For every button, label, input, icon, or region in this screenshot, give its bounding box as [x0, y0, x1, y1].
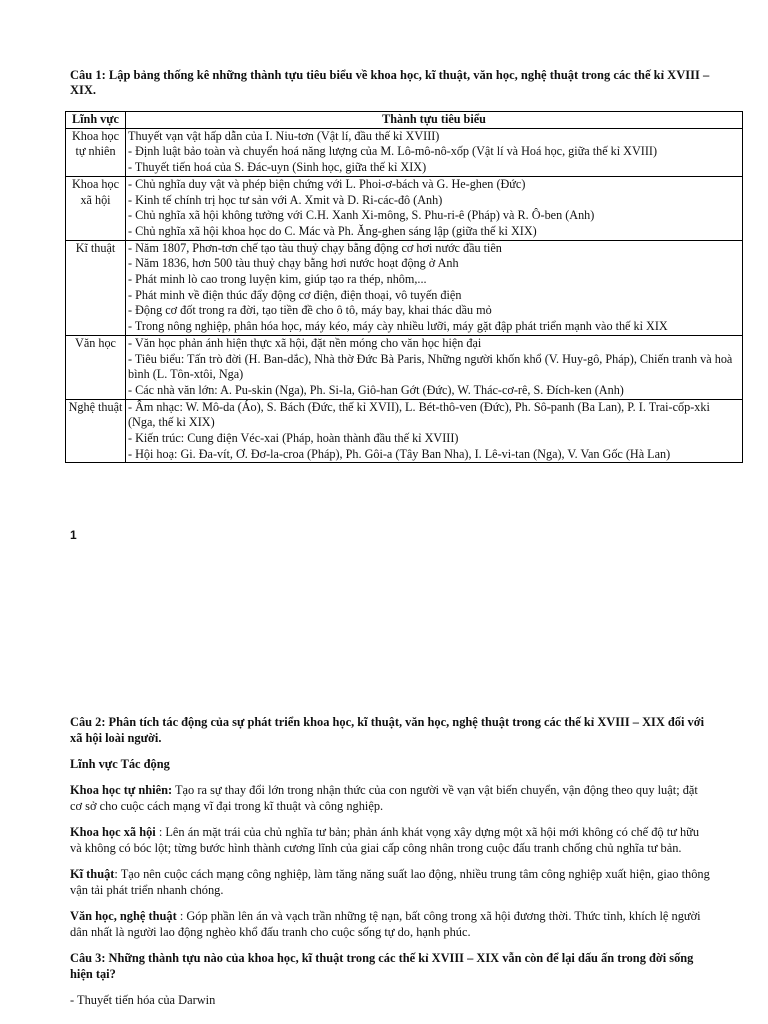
table-row	[66, 335, 743, 399]
table-header-row	[66, 112, 743, 129]
achievement-line: - Chủ nghĩa xã hội khoa học do C. Mác và Ph. Ăng-ghen sáng lập (giữa thế kỉ XIX)	[128, 223, 537, 238]
achievement-line: - Động cơ đốt trong ra đời, tạo tiền đề cho ô tô, máy bay, khai thác dầu mỏ	[128, 303, 492, 318]
achievement-line: - Thuyết tiến hoá của S. Đác-uyn (Sinh học, giữa thế kỉ XIX)	[128, 160, 427, 175]
achievement-line: - Năm 1836, hơn 500 tàu thuỷ chạy bằng hơi nước hoạt động ở Anh	[128, 256, 459, 271]
page-number: 1	[70, 528, 77, 542]
achievement-line: - Định luật bảo toàn và chuyển hoá năng lượng của M. Lô-mô-nô-xốp (Vật lí và Hoá học, giữa thế kỉ XVIII)	[128, 144, 658, 159]
achievements-table	[65, 111, 743, 463]
achievement-cell	[126, 128, 743, 176]
impact-label: Khoa học tự nhiên:	[70, 783, 173, 797]
table-body	[66, 128, 743, 463]
achievement-line: - Kiến trúc: Cung điện Véc-xai (Pháp, hoàn thành đầu thế kỉ XVIII)	[128, 431, 459, 446]
impact-label: Văn học, nghệ thuật	[70, 909, 177, 923]
field-cell: Khoa học xã hội	[66, 176, 126, 240]
achievement-cell	[126, 335, 743, 399]
impact-paragraph	[70, 782, 710, 814]
achievement-line: Thuyết vạn vật hấp dẫn của I. Niu-tơn (Vật lí, đầu thế kỉ XVIII)	[128, 128, 440, 143]
field-cell: Khoa học tự nhiên	[66, 128, 126, 176]
impact-paragraph	[70, 866, 710, 898]
table-row	[66, 128, 743, 176]
table-row	[66, 399, 743, 463]
achievement-cell	[126, 399, 743, 463]
achievement-line: - Năm 1807, Phơn-tơn chế tạo tàu thuỷ chạy bằng động cơ hơi nước đầu tiên	[128, 240, 502, 255]
achievement-line: - Trong nông nghiệp, phân hóa học, máy kéo, máy cày nhiều lưỡi, máy gặt đập phát triển mạnh vào thế kỉ XIX	[128, 319, 668, 334]
section-2	[70, 714, 710, 1018]
impact-label: Khoa học xã hội	[70, 825, 156, 839]
achievement-line: - Tiêu biểu: Tấn trò đời (H. Ban-dắc), Nhà thờ Đức Bà Paris, Những người khốn khổ (V. Huy-gô, Pháp), Chiến tranh và hoà bình (L. Tôn-xtôi, Nga)	[128, 351, 733, 382]
header-field: Lĩnh vực	[66, 112, 126, 129]
impact-text: : Lên án mặt trái của chủ nghĩa tư bản; phản ánh khát vọng xây dựng một xã hội mới không có chế độ tư hữu và không có bóc lột; từng bước hình thành cương lĩnh của giai cấp công nhân trong cuộc đấu tranh chống chủ nghĩa tư bản.	[70, 825, 700, 855]
achievement-line: - Phát minh lò cao trong luyện kim, giúp tạo ra thép, nhôm,...	[128, 272, 427, 287]
question-1-title: Câu 1: Lập bảng thống kê những thành tựu tiêu biểu về khoa học, kĩ thuật, văn học, nghệ thuật trong các thế kỉ XVIII – XIX.	[70, 68, 710, 97]
impact-text: : Tạo nên cuộc cách mạng công nghiệp, làm tăng năng suất lao động, nhiều trung tâm công nghiệp xuất hiện, giao thông vận tải phát triển nhanh chóng.	[70, 867, 710, 897]
field-cell: Nghệ thuật	[66, 399, 126, 463]
question-3-title: Câu 3: Những thành tựu nào của khoa học, kĩ thuật trong các thế kỉ XVIII – XIX vẫn còn để lại dấu ấn trong đời sống hiện tại?	[70, 951, 694, 981]
impact-list	[70, 782, 710, 940]
field-cell: Văn học	[66, 335, 126, 399]
impact-text: Tạo ra sự thay đổi lớn trong nhận thức của con người về vạn vật biến chuyển, vận động theo quy luật; đặt cơ sở cho cuộc cách mạng vĩ đại trong kĩ thuật và công nghiệp.	[70, 783, 698, 813]
achievement-cell	[126, 176, 743, 240]
achievement-line: - Chủ nghĩa duy vật và phép biện chứng với L. Phoi-ơ-bách và G. He-ghen (Đức)	[128, 176, 526, 191]
header-achievement: Thành tựu tiêu biểu	[126, 112, 743, 129]
achievement-line: - Hội hoạ: Gi. Đa-vít, Ơ. Đơ-la-croa (Pháp), Ph. Gôi-a (Tây Ban Nha), I. Lê-vi-tan (Nga), V. Van Gốc (Hà Lan)	[128, 446, 671, 461]
achievement-line: - Âm nhạc: W. Mô-da (Áo), S. Bách (Đức, thế kỉ XVII), L. Bét-thô-ven (Đức), Ph. Sô-panh (Ba Lan), P. I. Trai-cốp-xki (Nga, thế kỉ XIX)	[128, 399, 710, 430]
impact-label: Kĩ thuật	[70, 867, 115, 881]
question-3-answer: - Thuyết tiến hóa của Darwin	[70, 993, 216, 1007]
achievement-line: - Phát minh về điện thúc đẩy động cơ điện, điện thoại, vô tuyến điện	[128, 287, 462, 302]
impact-paragraph	[70, 824, 710, 856]
achievement-line: - Các nhà văn lớn: A. Pu-skin (Nga), Ph. Si-la, Giô-han Gớt (Đức), W. Thác-cơ-rê, S. Đích-ken (Anh)	[128, 382, 624, 397]
achievement-line: - Kinh tế chính trị học tư sản với A. Xmit và D. Ri-các-đô (Anh)	[128, 192, 443, 207]
achievement-line: - Văn học phản ánh hiện thực xã hội, đặt nền móng cho văn học hiện đại	[128, 335, 482, 350]
table-row	[66, 176, 743, 240]
question-2-title: Câu 2: Phân tích tác động của sự phát triển khoa học, kĩ thuật, văn học, nghệ thuật trong các thế kỉ XVIII – XIX đối với xã hội loài người.	[70, 715, 705, 745]
achievement-cell	[126, 240, 743, 335]
table-row	[66, 240, 743, 335]
impact-paragraph	[70, 908, 710, 940]
achievement-line: - Chủ nghĩa xã hội không tưởng với C.H. Xanh Xi-mông, S. Phu-ri-ê (Pháp) và R. Ô-ben (Anh)	[128, 208, 595, 223]
question-2-header: Lĩnh vực Tác động	[70, 757, 170, 771]
field-cell: Kĩ thuật	[66, 240, 126, 335]
impact-text: : Góp phần lên án và vạch trần những tệ nạn, bất công trong xã hội đương thời. Thức tỉnh, khích lệ người dân nhất là người lao động nghèo khổ đấu tranh cho cuộc sống tự do, hạnh phúc.	[70, 909, 701, 939]
